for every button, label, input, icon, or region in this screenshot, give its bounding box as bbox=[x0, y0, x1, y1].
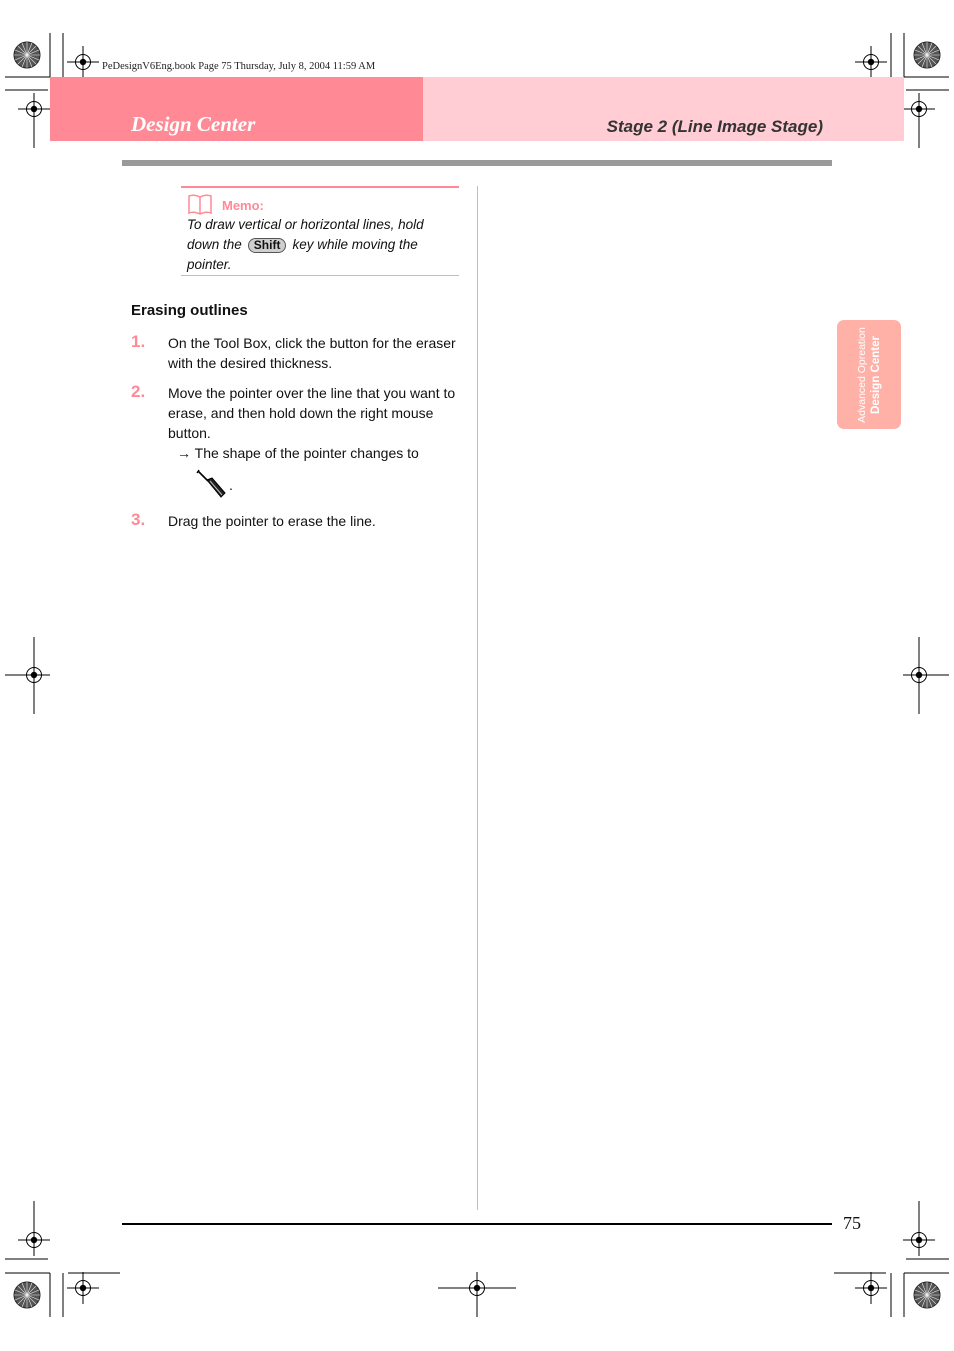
side-tab-line1: Advanced Opreation bbox=[856, 326, 868, 423]
memo-text-after: key while moving the pointer. bbox=[187, 237, 418, 272]
corner-mark-top-left bbox=[5, 33, 50, 77]
side-tab-line2: Design Center bbox=[870, 335, 882, 414]
top-rule bbox=[122, 160, 832, 166]
step-number-1: 1. bbox=[131, 332, 146, 351]
pointer-shape bbox=[195, 469, 235, 499]
result-line bbox=[177, 445, 419, 461]
section-title: Erasing outlines bbox=[131, 302, 248, 319]
result-period: . bbox=[229, 477, 233, 493]
corner-mark-bottom-right bbox=[904, 1273, 949, 1317]
memo-box bbox=[181, 186, 459, 276]
bottom-rule bbox=[122, 1223, 832, 1225]
corner-mark-top-right bbox=[904, 33, 949, 77]
column-divider bbox=[477, 186, 478, 1210]
memo-text-before: To draw vertical or horizontal lines, hold down the bbox=[187, 217, 424, 252]
memo-title: Memo: bbox=[222, 198, 264, 213]
result-arrow: → bbox=[177, 445, 191, 461]
file-info: PeDesignV6Eng.book Page 75 Thursday, July 8, 2004 11:59 AM bbox=[102, 61, 376, 72]
result-text: The shape of the pointer changes to bbox=[194, 445, 419, 461]
side-tab-label bbox=[855, 327, 883, 423]
stage-title: Stage 2 (Line Image Stage) bbox=[606, 117, 823, 136]
side-tab bbox=[837, 320, 901, 429]
step-text-1: On the Tool Box, click the button for the eraser with the desired thickness. bbox=[168, 335, 456, 371]
step-number-3: 3. bbox=[131, 510, 146, 529]
step-text-3: Drag the pointer to erase the line. bbox=[168, 513, 376, 529]
memo-text bbox=[187, 215, 455, 275]
step-text-2: Move the pointer over the line that you want to erase, and then hold down the right mouse button. bbox=[168, 385, 456, 441]
eraser-pointer-icon bbox=[195, 469, 227, 499]
shift-key: Shift bbox=[248, 238, 287, 253]
corner-mark-bottom-left bbox=[5, 1273, 50, 1317]
chapter-title: Design Center bbox=[131, 112, 256, 136]
book-icon bbox=[187, 193, 213, 215]
step-number-2: 2. bbox=[131, 382, 146, 401]
page-number: 75 bbox=[843, 1213, 861, 1233]
